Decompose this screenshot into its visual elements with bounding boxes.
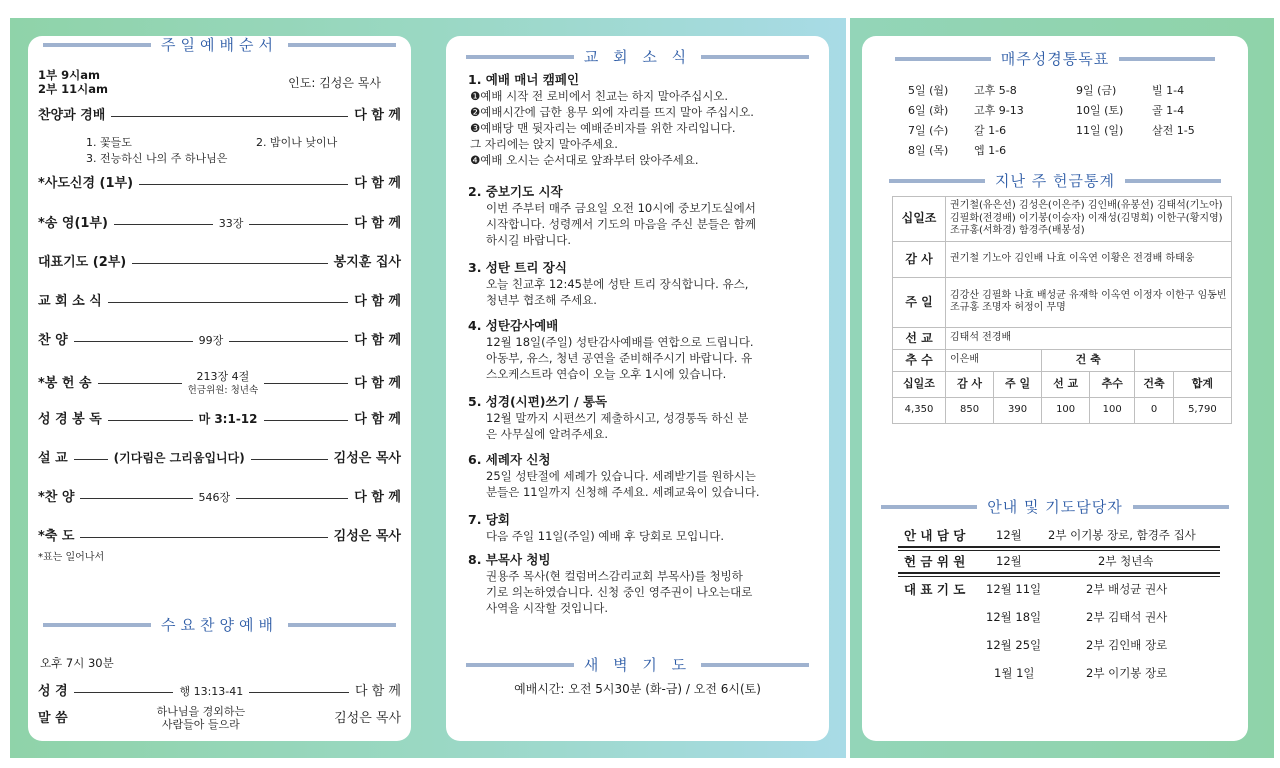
order-item: 찬양과 경배 다 함 께 [38,108,401,123]
offering-row: 감 사 권기철 기노아 김인배 나효 이옥연 이황은 전경배 하태웅 [893,241,1232,277]
reading-header [862,50,1248,69]
worship-order-panel [28,36,411,741]
order-footnote: *표는 일어나서 [38,552,105,563]
news-item: 6. 세례자 신청 25일 성탄절에 세례가 있습니다. 세례받기를 원하시는 분들은 11일까지 신청해 주세요. 세례교육이 있습니다. [468,452,760,499]
news-item: 3. 성탄 트리 장식 오늘 친교후 12:45분에 성탄 트리 장식합니다. 유스, 청년부 협조해 주세요. [468,260,749,307]
order-item: *찬 양 546장 다 함 께 [38,490,401,505]
order-item: *축 도 김성은 목사 [38,529,401,544]
wednesday-item: 말 씀 하나님을 경외하는 사람들아 들으라 김성은 목사 [38,705,402,731]
reading-day: 11일 (일) [1076,124,1124,137]
dawn-prayer-title: 새 벽 기 도 [583,656,692,674]
order-item: 설 교 (기다림은 그리움입니다) 김성은 목사 [38,451,401,466]
reading-text: 고후 5-8 [974,84,1017,97]
news-item: 8. 부목사 청빙 권용주 목사(현 컬럼버스감리교회 부목사)를 청빙하 기로 의논하였습니다. 신청 중인 영주권이 나오는대로 사역을 시작할 것입니다. [468,552,753,615]
wednesday-header [28,616,411,635]
reading-text: 갈 1-6 [974,124,1007,137]
reading-day: 8일 (목) [908,144,949,157]
weekly-info-panel [862,36,1248,741]
praise-song: 1. 꽃들도 [86,136,132,149]
service-leader: 인도: 김성은 목사 [288,76,381,90]
offering-row: 추 수 이은배 건 축 [893,349,1232,371]
reading-text: 골 1-4 [1152,104,1185,117]
offering-title: 지난 주 헌금통계 [995,172,1115,190]
dawn-prayer-time: 예배시간: 오전 5시30분 (화-금) / 오전 6시(토) [514,682,761,696]
news-item: 4. 성탄감사예배 12월 18일(주일) 성탄감사예배를 연합으로 드립니다. 아동부, 유스, 청년 공연을 준비해주시기 바랍니다. 유 스오케스트라 연습이 오늘 오후 1시에 있습니다. [468,318,754,381]
reading-day: 5일 (월) [908,84,949,97]
offering-row: 선 교 김태석 전경배 [893,327,1232,349]
news-item: 5. 성경(시편)쓰기 / 통독 12월 말까지 시편쓰기 제출하시고, 성경통독 하신 분 은 사무실에 알려주세요. [468,394,749,441]
reading-title: 매주성경통독표 [1000,50,1110,68]
offering-header [862,172,1248,191]
praise-song: 3. 전능하신 나의 주 하나님은 [86,152,228,165]
dawn-prayer-header [446,656,829,675]
news-item: 7. 당회 다음 주일 11일(주일) 예배 후 당회로 모입니다. [468,512,725,543]
worship-order-title: 주일예배순서 [161,36,278,54]
order-item: *송 영(1부) 33장 다 함 께 [38,216,402,231]
guide-header [862,498,1248,517]
offering-row: 주 일 김강산 김필화 나효 배성균 유재학 이옥연 이정자 이한구 임동빈 조규홍 조명자 허정이 무명 [893,277,1232,327]
reading-text: 살전 1-5 [1152,124,1195,137]
guide-title: 안내 및 기도담당자 [987,498,1123,516]
offering-summary-values: 4,350 850 390 100 100 0 5,790 [893,397,1232,423]
reading-text: 엡 1-6 [974,144,1007,157]
order-item: 대표기도 (2부) 봉지훈 집사 [38,255,401,270]
praise-song: 2. 밤이나 낮이나 [256,136,338,149]
wednesday-title: 수요찬양예배 [161,616,278,634]
service-time-1: 1부 9시am [38,68,100,82]
reading-day: 9일 (금) [1076,84,1117,97]
order-item: 찬 양 99장 다 함 께 [38,333,402,348]
wednesday-time: 오후 7시 30분 [40,656,114,670]
reading-day: 6일 (화) [908,104,949,117]
worship-order-header [28,36,411,55]
church-news-panel [446,36,829,741]
offering-table [892,196,1232,424]
guide-table: 안 내 담 당 12월 2부 이기봉 장로, 함경주 집사 헌 금 위 원 12월 2부 청년속 대 표 기 도 12월 11일 2부 배성균 권사 12월 18일 2부 김태석 권사 12월 25일 2부 김인배 장로 1월 1일 2부 이기봉 장로 [898,526,1220,686]
church-news-title: 교 회 소 식 [583,48,692,66]
wednesday-item: 성 경 행 13:13-41 다 함 께 [38,684,401,699]
reading-day: 7일 (수) [908,124,949,137]
church-news-header [446,48,829,67]
news-item: 1. 예배 매너 캠페인 ❶예배 시작 전 로비에서 친교는 하지 말아주십시오. ❷예배시간에 급한 용무 외에 자리를 뜨지 말아 주십시오. ❸예배당 맨 뒷자리는 예배준비자를 위한 자리입니다. 그 자리에는 앉지 말아주세요. ❹예배 오시는 순서대로 앞좌부터 앉아주세요. [468,72,754,167]
order-item: *사도신경 (1부) 다 함 께 [38,176,401,191]
order-item: 성 경 봉 독 마 3:1-12 다 함 께 [38,412,401,427]
offering-row: 십일조 권기철(유은선) 김성은(이은주) 김인배(유봉선) 김태석(기노아) 김필화(전경배) 이기봉(이승자) 이재성(김명희) 이한구(황지영) 조규홍(서화경) 함경주(배봉성) [893,197,1232,242]
offering-summary-header: 십일조 감 사 주 일 선 교 추수 건축 합계 [893,371,1232,397]
reading-text: 고후 9-13 [974,104,1024,117]
order-item: 교 회 소 식 다 함 께 [38,294,401,309]
reading-text: 빌 1-4 [1152,84,1185,97]
service-time-2: 2부 11시am [38,82,108,96]
news-item: 2. 중보기도 시작 이번 주부터 매주 금요일 오전 10시에 중보기도실에서 시작합니다. 성령께서 기도의 마음을 주신 분들은 함께 하시길 바랍니다. [468,184,756,247]
reading-day: 10일 (토) [1076,104,1124,117]
order-item: *봉 헌 송 213장 4절 헌금위원: 청년속 다 함 께 [38,370,402,396]
